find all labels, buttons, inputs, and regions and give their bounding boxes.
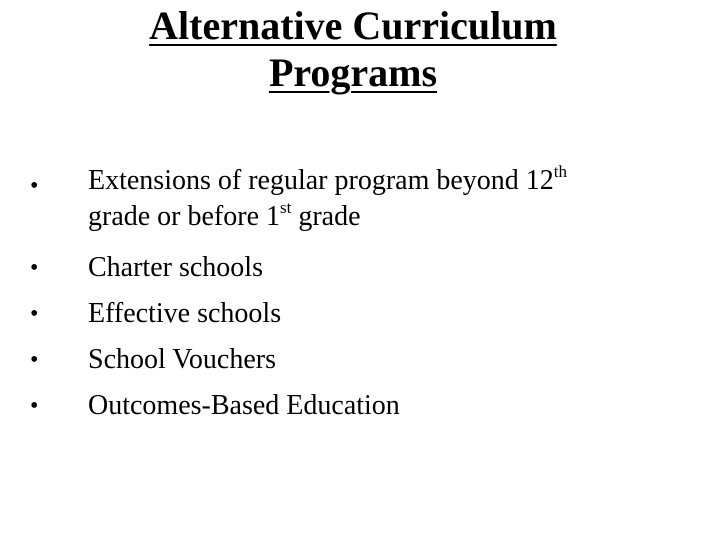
bullet-item-extensions-line-1: [88, 163, 710, 199]
bullet-icon: •: [30, 255, 39, 281]
bullet-text: Extensions of regular program beyond 12: [88, 165, 554, 196]
bullet-text: grade: [291, 201, 361, 232]
bullet-text: Outcomes-Based Education: [88, 390, 400, 421]
bullet-text: grade or before 1: [88, 201, 281, 232]
ordinal-suffix: th: [553, 162, 568, 181]
bullet-list: [30, 163, 710, 429]
bullet-icon: •: [30, 347, 39, 373]
bullet-item-extensions-line-2: [88, 199, 710, 235]
bullet-icon: •: [30, 393, 39, 419]
bullet-text: Effective schools: [88, 298, 282, 329]
bullet-icon: •: [30, 301, 39, 327]
ordinal-suffix: st: [280, 198, 292, 217]
slide-title-line-2: Programs: [268, 50, 438, 95]
bullet-item-extensions: [30, 163, 710, 235]
bullet-text: Charter schools: [88, 252, 263, 283]
bullet-item-school-vouchers: [30, 337, 710, 383]
slide-title: [0, 2, 706, 96]
bullet-item-charter-schools: [30, 245, 710, 291]
bullet-item-effective-schools: [30, 291, 710, 337]
bullet-item-outcomes-based-education: [30, 383, 710, 429]
slide-title-line-1: Alternative Curriculum: [149, 3, 557, 48]
bullet-icon: •: [30, 173, 39, 199]
bullet-text: School Vouchers: [88, 344, 276, 375]
